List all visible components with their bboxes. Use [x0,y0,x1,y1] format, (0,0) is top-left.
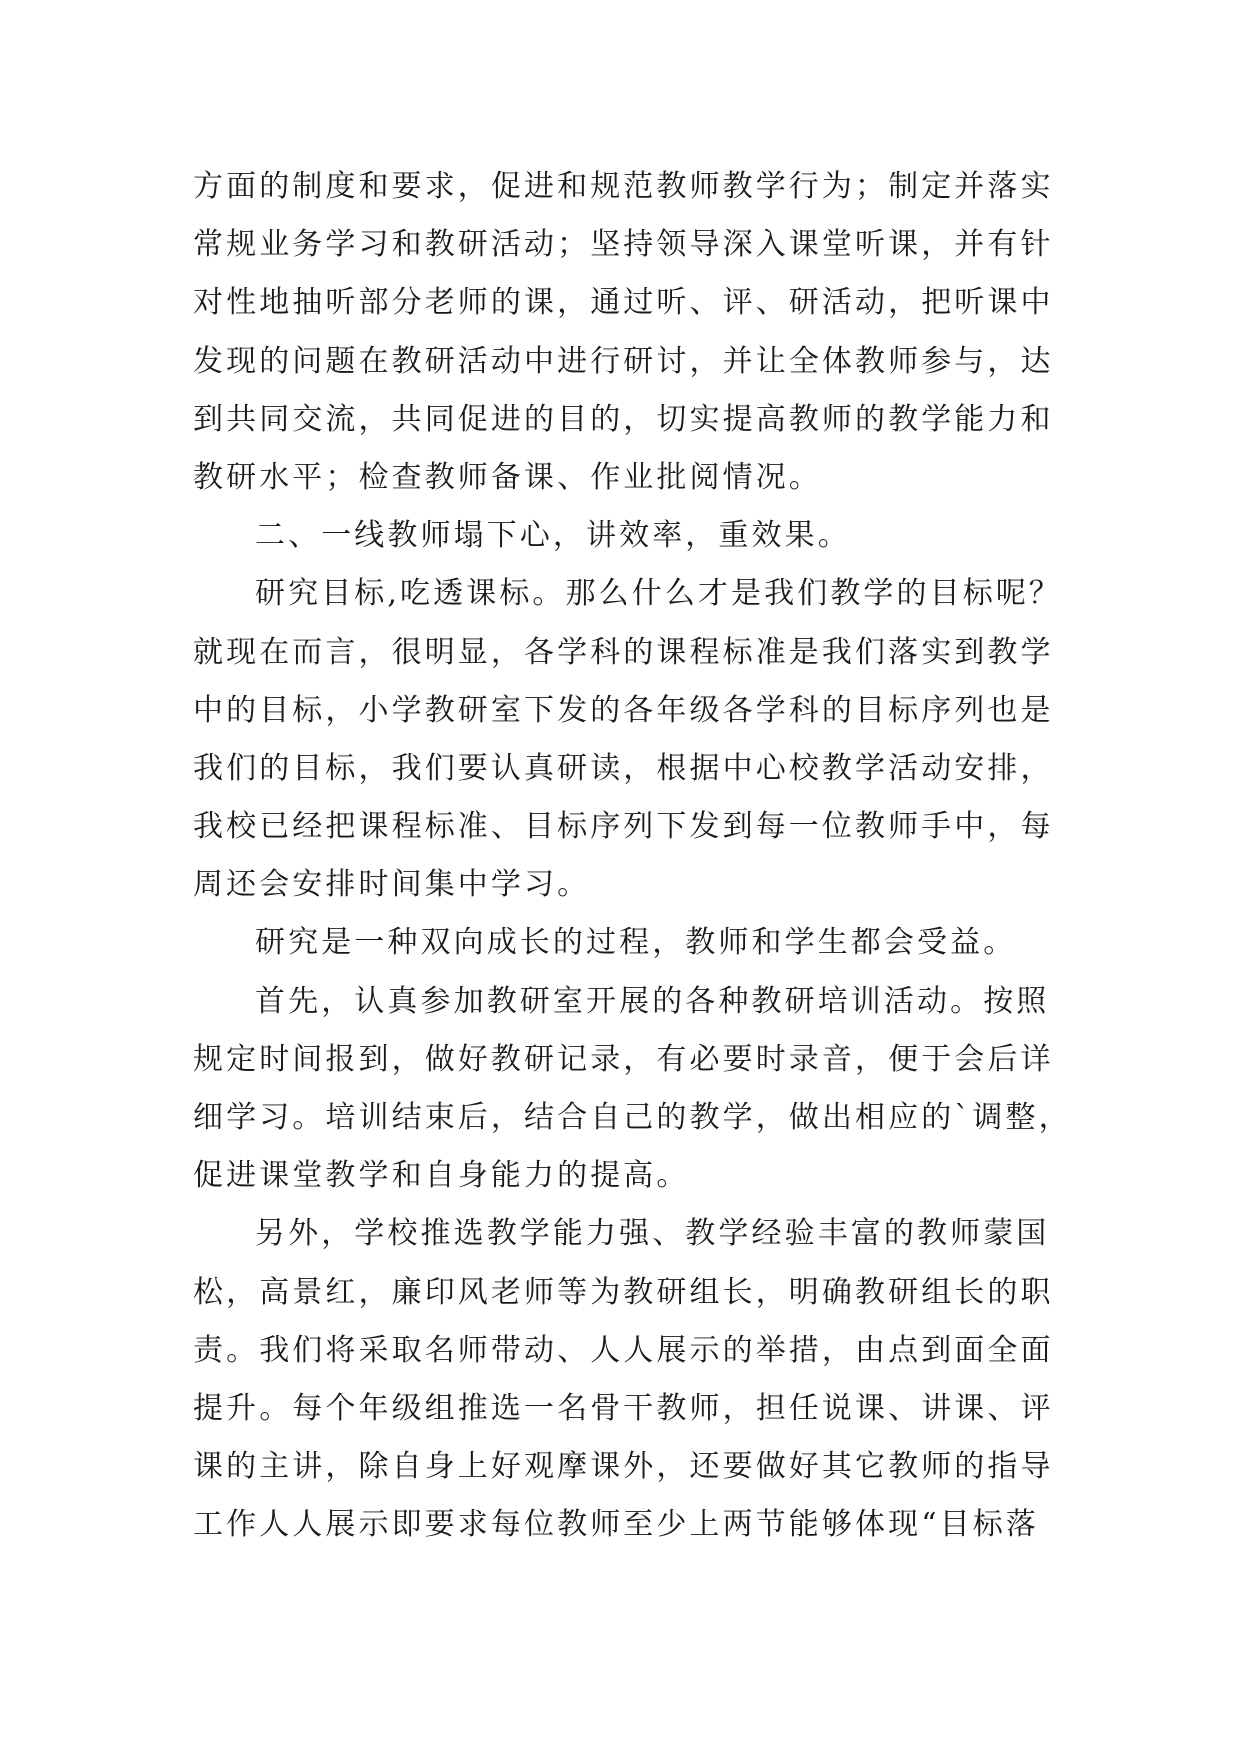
text-line: 另外，学校推选教学能力强、教学经验丰富的教师蒙国 [255,1216,1050,1252]
text-line: 松，高景红，廉印风老师等为教研组长，明确教研组长的职 [193,1274,1054,1310]
text-line: 规定时间报到，做好教研记录，有必要时录音，便于会后详 [193,1041,1054,1077]
text-line: 促进课堂教学和自身能力的提高。 [193,1158,690,1194]
text-line: 课的主讲，除自身上好观摩课外，还要做好其它教师的指导 [193,1449,1054,1485]
text-line: 工作人人展示即要求每位教师至少上两节能够体现“目标落 [193,1507,1039,1543]
text-line: 细学习。培训结束后，结合自己的教学，做出相应的`调整， [193,1100,1072,1135]
text-line: 研究目标,吃透课标。那么什么才是我们教学的目标呢？ [255,576,1063,612]
text-line: 教研水平；检查教师备课、作业批阅情况。 [193,459,822,495]
text-line: 发现的问题在教研活动中进行研讨，并让全体教师参与，达 [193,343,1054,379]
text-line: 对性地抽听部分老师的课，通过听、评、研活动，把听课中 [193,285,1054,321]
text-line: 责。我们将采取名师带动、人人展示的举措，由点到面全面 [193,1332,1054,1368]
text-line: 中的目标，小学教研室下发的各年级各学科的目标序列也是 [193,692,1054,728]
text-line: 我校已经把课程标准、目标序列下发到每一位教师手中，每 [193,809,1054,845]
text-line: 我们的目标，我们要认真研读，根据中心校教学活动安排， [193,750,1054,786]
text-line: 首先，认真参加教研室开展的各种教研培训活动。按照 [255,983,1050,1019]
text-line: 周还会安排时间集中学习。 [193,867,591,903]
text-line: 研究是一种双向成长的过程，教师和学生都会受益。 [255,925,1017,961]
text-line: 就现在而言，很明显，各学科的课程标准是我们落实到教学 [193,634,1054,670]
text-line: 方面的制度和要求，促进和规范教师教学行为；制定并落实 [193,169,1054,204]
section-heading: 二、一线教师塌下心，讲效率，重效果。 [255,518,851,554]
text-line: 到共同交流，共同促进的目的，切实提高教师的教学能力和 [193,401,1054,437]
body-text [193,158,1072,1555]
text-line: 常规业务学习和教研活动；坚持领导深入课堂听课，并有针 [193,227,1054,263]
text-line: 提升。每个年级组推选一名骨干教师，担任说课、讲课、评 [193,1390,1054,1426]
